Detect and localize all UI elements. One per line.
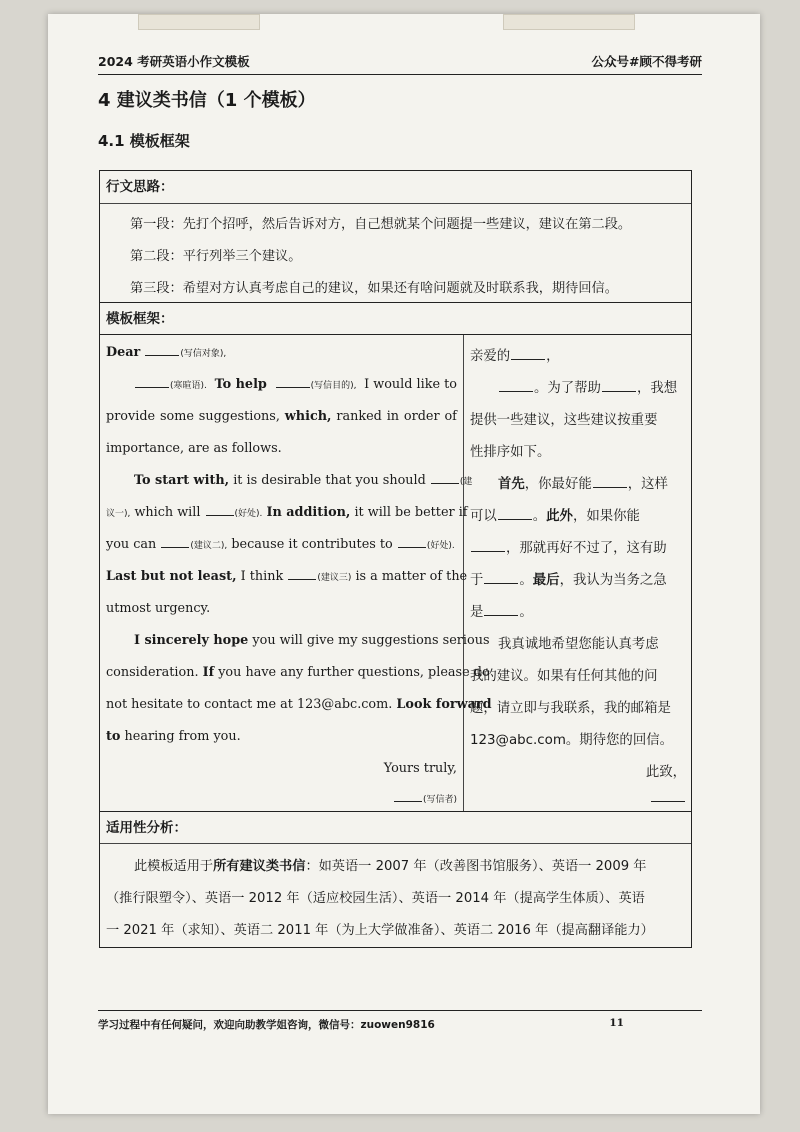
blank [511,349,545,360]
signature-line [470,791,686,806]
tape-strip [503,14,635,30]
sincerely-hope: I sincerely hope [134,633,249,648]
page-header [98,50,702,75]
applicability-line-1 [134,855,685,874]
text: which will [134,505,201,520]
text: 于 [470,573,484,588]
text: it will be better if [354,505,468,520]
chinese-line: 题，请立即与我联系，我的邮箱是 [470,701,671,716]
subsection-heading: 4.1 模板框架 [98,132,190,150]
english-line: utmost urgency. [106,601,211,616]
english-line [134,633,490,648]
english-line [106,729,457,744]
word: some [159,409,194,424]
header-title: 2024 考研英语小作文模板 [98,54,250,69]
to-word: to [106,729,121,744]
chinese-line [470,601,686,620]
word: provide [106,409,156,424]
ideas-line-3: 第三段：希望对方认真考虑自己的建议，如果还有啥问题就及时联系我，期待回信。 [130,281,618,296]
chinese-line [470,537,686,556]
text: consideration. [106,665,199,680]
text: 亲爱的 [470,349,511,364]
note: (写信者) [422,795,457,805]
text: 是 [470,605,484,620]
page-number: 11 [609,1017,624,1029]
dear-word: Dear [106,345,141,360]
chinese-line [470,345,686,364]
text: 。为了帮助 [534,381,601,396]
word: which, [284,409,332,424]
note: (好处). [426,541,455,551]
word: of [444,409,457,424]
in-addition: In addition, [266,505,351,520]
text: 。 [532,509,547,524]
applicability-line-3: 一 2021 年（求知）、英语二 2011 年（为上大学做准备）、英语二 2016 年（提高翻译能力） [106,923,654,938]
blank [651,791,685,802]
note: (寒暄语). [170,381,207,391]
note: (建 [459,477,473,487]
english-line [106,505,468,520]
chinese-line [498,377,686,396]
divider [100,843,691,844]
signature-line [106,791,457,806]
note: (好处). [234,509,263,519]
last-but-not-least: Last but not least, [106,569,237,584]
blank [398,537,426,548]
ideas-line-2: 第二段：平行列举三个建议。 [130,249,302,264]
word: ranked [336,409,382,424]
text: ，我想 [636,381,678,396]
english-line: importance, are as follows. [106,441,282,456]
english-line [106,697,492,712]
note: (建议三) [317,573,352,583]
note: (写信目的), [310,381,357,391]
look-forward: Look forward [396,697,492,712]
applicability-line-2: （推行限塑令）、英语一 2012 年（适应校园生活）、英语一 2014 年（提高学生体质）、英语 [106,891,645,906]
text: it is desirable that you should [233,473,426,488]
chinese-line: 123@abc.com。期待您的回信。 [470,733,673,748]
text: ：如英语一 2007 年（改善图书馆服务）、英语一 2009 年 [305,859,647,874]
text: 可以 [470,509,497,524]
english-line [134,377,457,392]
word: order [403,409,440,424]
first-word: 首先 [498,477,525,492]
chinese-line: 提供一些建议，这些建议按重要 [470,413,658,428]
text: 。 [519,605,533,620]
note: (建议二), [190,541,228,551]
english-line [106,409,457,424]
note: 议一), [106,509,131,519]
page-footer [98,1010,702,1031]
note: (写信对象), [180,349,227,359]
english-line [106,345,457,360]
blank [602,381,636,392]
text: because it contributes to [231,537,393,552]
section-heading: 4 建议类书信（1 个模板） [98,90,316,111]
english-line [134,473,473,488]
text: you have any further questions, please do [218,665,490,680]
divider [100,203,691,204]
blank [276,377,310,388]
text: ， [546,349,560,364]
english-line [106,665,490,680]
header-account: 公众号#顾不得考研 [591,54,702,69]
besides-word: 此外 [546,509,573,524]
blank [288,569,316,580]
bold-text: 所有建议类书信 [213,859,306,874]
chinese-line: 性排序如下。 [470,445,551,460]
word: suggestions, [198,409,280,424]
ideas-line-1: 第一段：先打个招呼，然后告诉对方，自己想就某个问题提一些建议，建议在第二段。 [130,217,632,232]
blank [206,505,234,516]
blank [498,509,532,520]
text: ，如果你能 [572,509,640,524]
to-start: To start with, [134,473,230,488]
text: ，你最好能 [524,477,592,492]
text: I think [240,569,284,584]
chinese-line [470,505,686,524]
text: I would like to [364,377,457,392]
ideas-label: 行文思路： [106,179,174,195]
footer-note: 学习过程中有任何疑问，欢迎向助教学姐咨询，微信号：zuowen9816 [98,1019,435,1031]
text: you will give my suggestions serious [252,633,490,648]
chinese-line: 我真诚地希望您能认真考虑 [498,637,659,652]
text: you can [106,537,157,552]
blank [431,473,459,484]
text: 此模板适用于 [134,859,214,874]
blank [484,573,518,584]
to-help: To help [214,377,267,392]
text: 。 [519,573,533,588]
if-word: If [202,665,215,680]
closing-line: 此致， [645,765,686,780]
blank [471,541,505,552]
blank [161,537,189,548]
blank [593,477,627,488]
blank [145,345,179,356]
blank [499,381,533,392]
applicability-label: 适用性分析： [106,820,187,836]
chinese-line: 我的建议。如果有任何其他的问 [470,669,658,684]
text: not hesitate to contact me at 123@abc.com. [106,697,393,712]
word: in [386,409,400,424]
template-label: 模板框架： [106,311,174,327]
blank [135,377,169,388]
chinese-line [498,473,686,492]
english-line [106,537,457,552]
finally-word: 最后 [532,573,560,588]
blank [484,605,518,616]
text: hearing from you. [124,729,241,744]
text: is a matter of the [355,569,468,584]
closing-line: Yours truly, [383,761,457,776]
text: ，那就再好不过了，这有助 [506,541,667,556]
blank [394,791,422,802]
english-line [106,569,468,584]
chinese-template [464,335,692,811]
text: ，我认为当务之急 [559,573,667,588]
tape-strip [138,14,260,30]
template-box [99,170,692,948]
chinese-line [470,569,686,588]
text: ，这样 [627,477,668,492]
